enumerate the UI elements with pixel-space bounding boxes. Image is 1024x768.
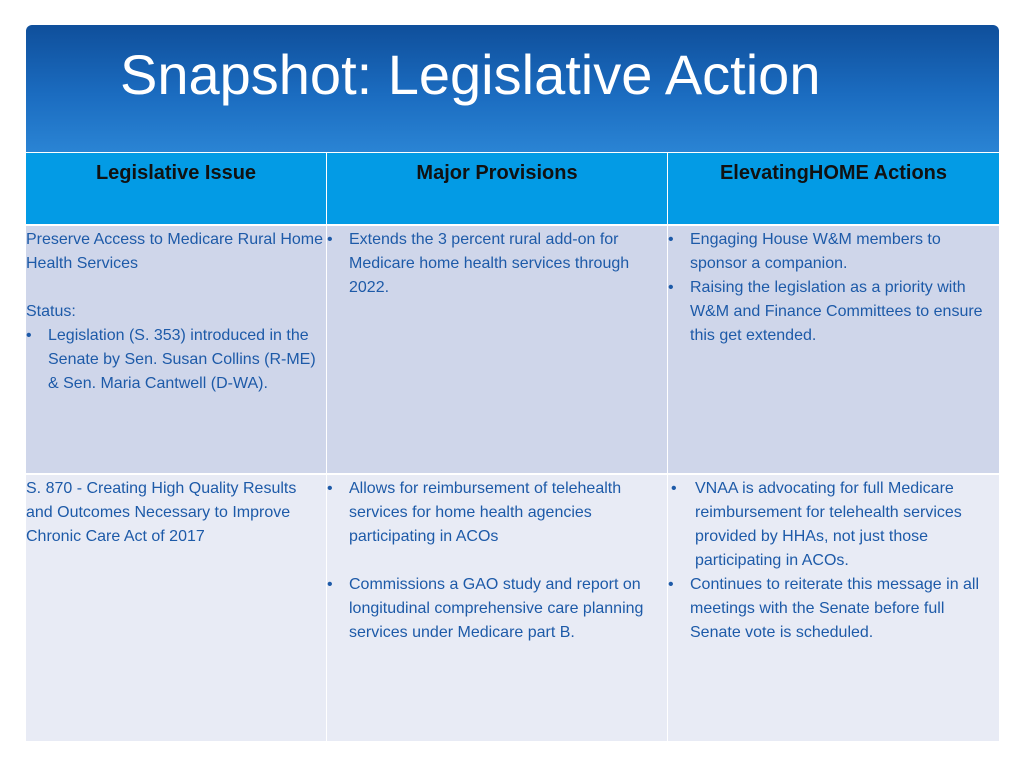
- legislative-table: [26, 153, 999, 741]
- row1-issue-title: Preserve Access to Medicare Rural Home Health Services: [26, 231, 323, 272]
- row2-issue-cell: [26, 475, 327, 741]
- row2-action-bullet-2: [668, 573, 999, 645]
- bullet-icon: •: [668, 231, 674, 248]
- row1-provision-text: Extends the 3 percent rural add-on for Medicare home health services through 2022.: [349, 231, 630, 296]
- row2-actions-cell: [668, 475, 999, 741]
- bullet-icon: •: [671, 480, 677, 497]
- row1-provision-bullet: [327, 228, 665, 300]
- slide-title: Snapshot: Legislative Action: [120, 43, 821, 106]
- row1-status-bullet: [26, 324, 326, 396]
- header-legislative-issue: Legislative Issue: [26, 153, 327, 226]
- bullet-icon: •: [327, 480, 333, 497]
- row1-status-label: Status:: [26, 303, 76, 320]
- row2-action-text-1: VNAA is advocating for full Medicare reimbursement for telehealth services provided by HHAs, not just those participating in ACOs.: [695, 480, 962, 569]
- row2-provision-bullet-1: [327, 477, 665, 549]
- row1-actions-cell: [668, 226, 999, 475]
- row2-action-text-2: Continues to reiterate this message in all meetings with the Senate before full Senate vote is scheduled.: [690, 576, 980, 641]
- row2-provisions-cell: [327, 475, 668, 741]
- row1-status-text: Legislation (S. 353) introduced in the Senate by Sen. Susan Collins (R-ME) & Sen. Maria Cantwell (D-WA).: [48, 327, 316, 392]
- row2-provision-text-1: Allows for reimbursement of telehealth services for home health agencies participating in ACOs: [349, 480, 622, 545]
- bullet-icon: •: [668, 576, 674, 593]
- row2-issue-title: S. 870 - Creating High Quality Results and Outcomes Necessary to Improve Chronic Care Act of 2017: [26, 480, 297, 545]
- row1-action-bullet-2: [668, 276, 999, 348]
- row1-action-text-1: Engaging House W&M members to sponsor a companion.: [690, 231, 941, 272]
- row2-action-bullet-1: [668, 477, 999, 573]
- bullet-icon: •: [26, 327, 32, 344]
- row2-provision-text-2: Commissions a GAO study and report on longitudinal comprehensive care planning services under Medicare part B.: [349, 576, 644, 641]
- bullet-icon: •: [327, 231, 333, 248]
- header-major-provisions: Major Provisions: [327, 153, 668, 226]
- bullet-icon: •: [668, 279, 674, 296]
- row1-action-bullet-1: [668, 228, 999, 276]
- row1-provisions-cell: [327, 226, 668, 475]
- row1-issue-cell: [26, 226, 327, 475]
- bullet-icon: •: [327, 576, 333, 593]
- row1-action-text-2: Raising the legislation as a priority with W&M and Finance Committees to ensure this get extended.: [690, 279, 983, 344]
- row2-provision-bullet-2: [327, 573, 665, 645]
- title-banner: [26, 25, 999, 152]
- header-elevatinghome-actions: ElevatingHOME Actions: [668, 153, 999, 226]
